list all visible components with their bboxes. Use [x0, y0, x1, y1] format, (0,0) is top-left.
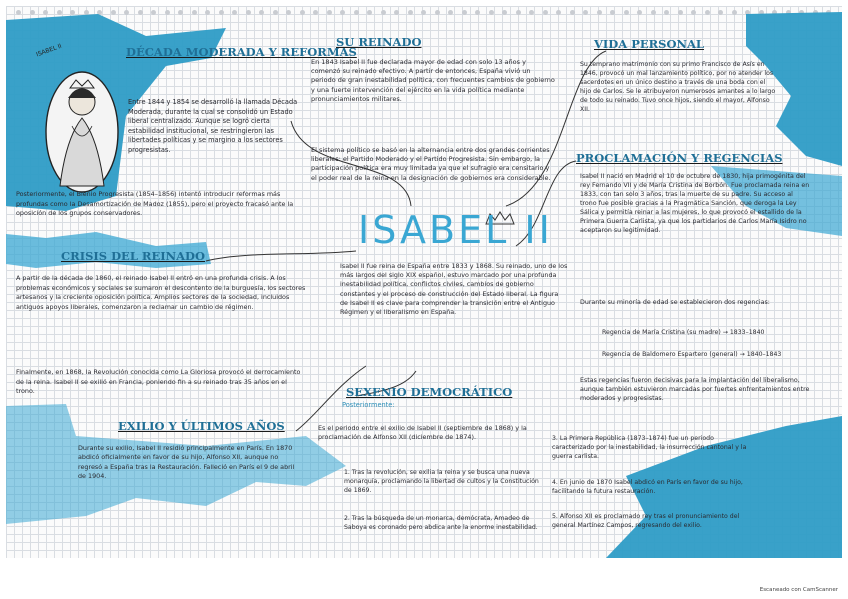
decada-paragraph-2: Posteriormente, el Bienio Progresista (1854–1856) intentó introducir reformas más profundas como la Desamortización de Madoz (1855), pero el proyecto fracasó ante la oposición de los grupos conservadores.: [16, 190, 294, 217]
sexenio-item-4: 4. En junio de 1870 Isabel abdicó en París en favor de su hijo, facilitando la futura restauración.: [552, 479, 743, 495]
sexenio-item-2: 2. Tras la búsqueda de un monarca, demócrata, Amadeo de Saboya es coronado pero abdica ante la enorme inestabilidad.: [344, 515, 538, 531]
connector-line: [206, 251, 356, 261]
sexenio-intro: Es el periodo entre el exilio de Isabel II (septiembre de 1868) y la proclamación de Alfonso XII (diciembre de 1874).: [318, 424, 527, 442]
sexenio-title: SEXENIO DEMOCRÁTICO: [346, 385, 513, 399]
decada-title: DÉCADA MODERADA Y REFORMAS: [126, 45, 357, 59]
sexenio-subtitle: Posteriormente:: [342, 401, 395, 409]
reinado-paragraph-2: El sistema político se basó en la alternancia entre dos grandes corrientes liberales: el Partido Moderado y el Partido Progresista. Sin embargo, la participación política era muy limitada ya que el sufragio era censitario y el poder real de la reina en la designación de gobiernos era considerable.: [311, 146, 551, 182]
vida-title: VIDA PERSONAL: [594, 37, 705, 51]
sexenio-item-5: 5. Alfonso XII es proclamado rey tras el pronunciamiento del general Martínez Campos, regresando del exilio.: [552, 513, 740, 529]
center-paragraph: Isabel II fue reina de España entre 1833 y 1868. Su reinado, uno de los más largos del siglo XIX español, estuvo marcado por una profunda inestabilidad política, conflictos civiles, cambios de gobierno constantes y el proceso de construcción del Estado liberal. La figura de Isabel II es clave para comprender la transición entre el Antiguo Régimen y el liberalismo en España.: [340, 262, 568, 317]
notebook-sheet: [6, 6, 842, 558]
reinado-paragraph-1: En 1843 Isabel II fue declarada mayor de edad con solo 13 años y comenzó su reinado efectivo. A partir de entonces, España vivió un periodo de gran inestabilidad política, con frecuentes cambios de gobierno y una fuerte intervención del ejército en la vida política mediante pronunciamientos militares.: [311, 58, 555, 103]
proclamacion-paragraph-3: Estas regencias fueron decisivas para la implantación del liberalismo, aunque también estuvieron marcadas por fuertes enfrentamientos entre moderados y progresistas.: [580, 377, 810, 402]
proclamacion-paragraph-1: Isabel II nació en Madrid el 10 de octubre de 1830, hija primogénita del rey Fernando VII y de María Cristina de Borbón. Fue proclamada reina en 1833, con tan solo 3 años, tras la muerte de su padre. Su acceso al trono fue posible gracias a la Pragmática Sanción, que deroga la Ley Sálica y permitía reinar a las mujeres, lo que provocó el estallido de la Primera Guerra Carlista, ya que los partidarios de Carlos María Isidro no aceptaron su legitimidad.: [580, 173, 810, 234]
exilio-title: EXILIO Y ÚLTIMOS AÑOS: [118, 419, 285, 433]
proclamacion-title: PROCLAMACIÓN Y REGENCIAS: [576, 151, 783, 165]
proclamacion-paragraph-2: Durante su minoría de edad se establecieron dos regencias:: [580, 299, 770, 306]
vida-paragraph: Su temprano matrimonio con su primo Francisco de Asís en 1846, provocó un mal lanzamiento político, por no atender los sacerdotes en un único destino a través de una boda con el hijo de Carlos. Se le atribuyeron numerosos amantes a lo largo de todo su reinado. Tuvo once hijos, siendo el mayor, Alfonso XII.: [580, 61, 776, 113]
crisis-paragraph-2: Finalmente, en 1868, la Revolución conocida como La Gloriosa provocó el derrocamiento de la reina. Isabel II se exilió en Francia, poniendo fin a su reinado tras 35 años en el trono.: [16, 368, 301, 396]
crisis-paragraph-1: A partir de la década de 1860, el reinado Isabel II entró en una profunda crisis. A los problemas económicos y sociales se sumaron el descontento de la burguesía, los sectores artesanos y la creciente oposición política. Amplios sectores de la sociedad, incluidos antiguos apoyos liberales, comenzaron a reclamar un cambio de régimen.: [16, 274, 306, 311]
sexenio-item-3: 3. La Primera República (1873–1874) fue un periodo caracterizado por la inestabilidad, la insurrección cantonal y la guerra carlista.: [552, 435, 747, 460]
decada-paragraph-1: Entre 1844 y 1854 se desarrolló la llamada Década Moderada, durante la cual se consolidó un Estado liberal centralizado. Aunque se logró cierta estabilidad institucional, se restringieron las libertades políticas y se margino a los sectores progresistas.: [128, 98, 298, 154]
reinado-title: SU REINADO: [336, 35, 422, 49]
regencia-2: Regencia de Baldomero Espartero (general) → 1840–1843: [602, 351, 782, 358]
regencia-1: Regencia de María Cristina (su madre) → 1833–1840: [602, 329, 765, 336]
sexenio-item-1: 1. Tras la revolución, se exilia la reina y se busca una nueva monarquía, proclamando la libertad de cultos y la Constitución de 1869.: [344, 469, 539, 494]
portrait-label: ISABEL II: [35, 42, 63, 59]
center-title: ISABEL II: [358, 208, 553, 252]
scanner-footer: Escaneado con CamScanner: [759, 587, 838, 593]
exilio-paragraph: Durante su exilio, Isabel II residió principalmente en París. En 1870 abdicó oficialmente en favor de su hijo, Alfonso XII, aunque no regresó a España tras la Restauración. Falleció en París el 9 de abril de 1904.: [78, 444, 295, 481]
crisis-title: CRISIS DEL REINADO: [61, 249, 206, 263]
